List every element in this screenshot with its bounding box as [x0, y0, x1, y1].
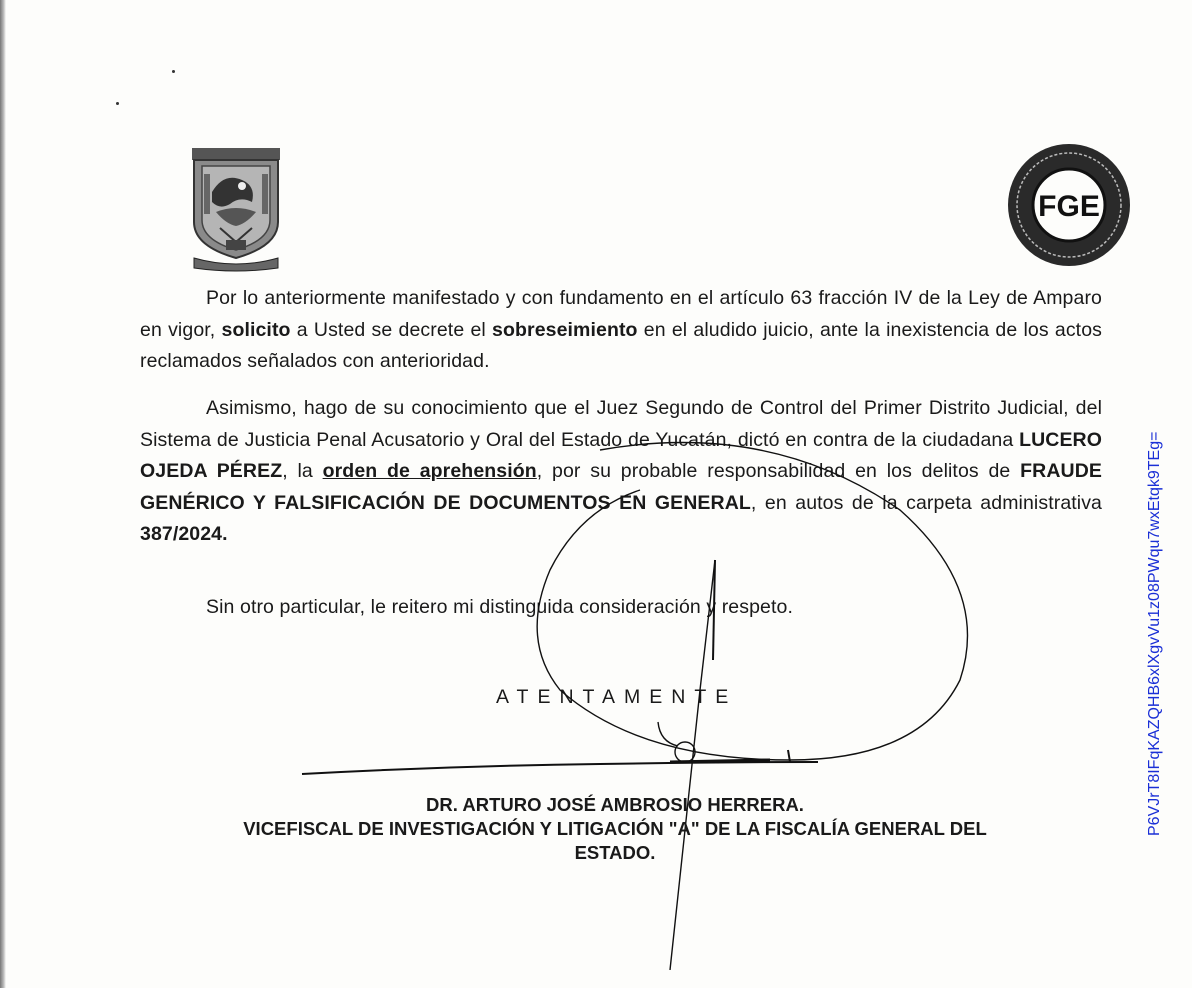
signer-title: VICEFISCAL DE INVESTIGACIÓN Y LITIGACIÓN "A" DE LA FISCALÍA GENERAL DEL ESTADO.: [243, 818, 987, 863]
text-segment: Por lo anteriormente manifestado y con fundamento en el artículo 63 fracción IV de la Ley de Amparo en vigor,: [140, 287, 1102, 341]
bold-crimes: FRAUDE GENÉRICO Y FALSIFICACIÓN DE DOCUMENTOS EN GENERAL: [140, 460, 1102, 514]
text-segment: Asimismo, hago de su conocimiento que el Juez Segundo de Control del Primer Distrito Judicial, del Sistema de Justicia Penal Acusatorio y Oral del Estado de Yucatán, dictó en contra de la ciudadana: [140, 397, 1102, 451]
bold-sobreseimiento: sobreseimiento: [492, 318, 638, 341]
text-segment: Sin otro particular, le reitero mi distinguida consideración y respeto.: [206, 596, 793, 618]
bold-case-number: 387/2024.: [140, 523, 228, 545]
scan-edge-shadow: [0, 0, 6, 988]
scan-speck: [116, 102, 119, 105]
svg-text:FGE: FGE: [1038, 190, 1100, 223]
yucatan-crest-logo: [190, 146, 284, 272]
text-segment: , por su probable responsabilidad en los delitos de: [536, 460, 1021, 482]
bold-underlined-warrant: orden de aprehensión: [322, 460, 537, 482]
text-segment: a Usted se decrete el: [290, 318, 493, 341]
signer-name: DR. ARTURO JOSÉ AMBROSIO HERRERA.: [426, 794, 804, 815]
bold-solicito: solicito: [221, 318, 291, 341]
text-segment: en el aludido juicio, ante la inexistencia de los actos reclamados señalados con anterioridad.: [140, 318, 1102, 372]
fge-seal-logo: [1006, 142, 1132, 268]
text-segment: , la: [282, 460, 323, 482]
signer-block: [130, 793, 1100, 865]
text-segment: , en autos de la carpeta administrativa: [750, 491, 1103, 514]
scan-speck: [172, 70, 175, 73]
bold-defendant-name: LUCERO OJEDA PÉREZ: [140, 428, 1102, 482]
paragraph-request-dismissal: [140, 283, 1102, 378]
verification-code: P6VJrT8IFqKAZQHB6xlXgvVu1z08PWqu7wxEtqk9TEg=: [1146, 431, 1163, 836]
handwritten-signature: [520, 430, 990, 970]
salutation: ATENTAMENTE: [496, 686, 738, 708]
